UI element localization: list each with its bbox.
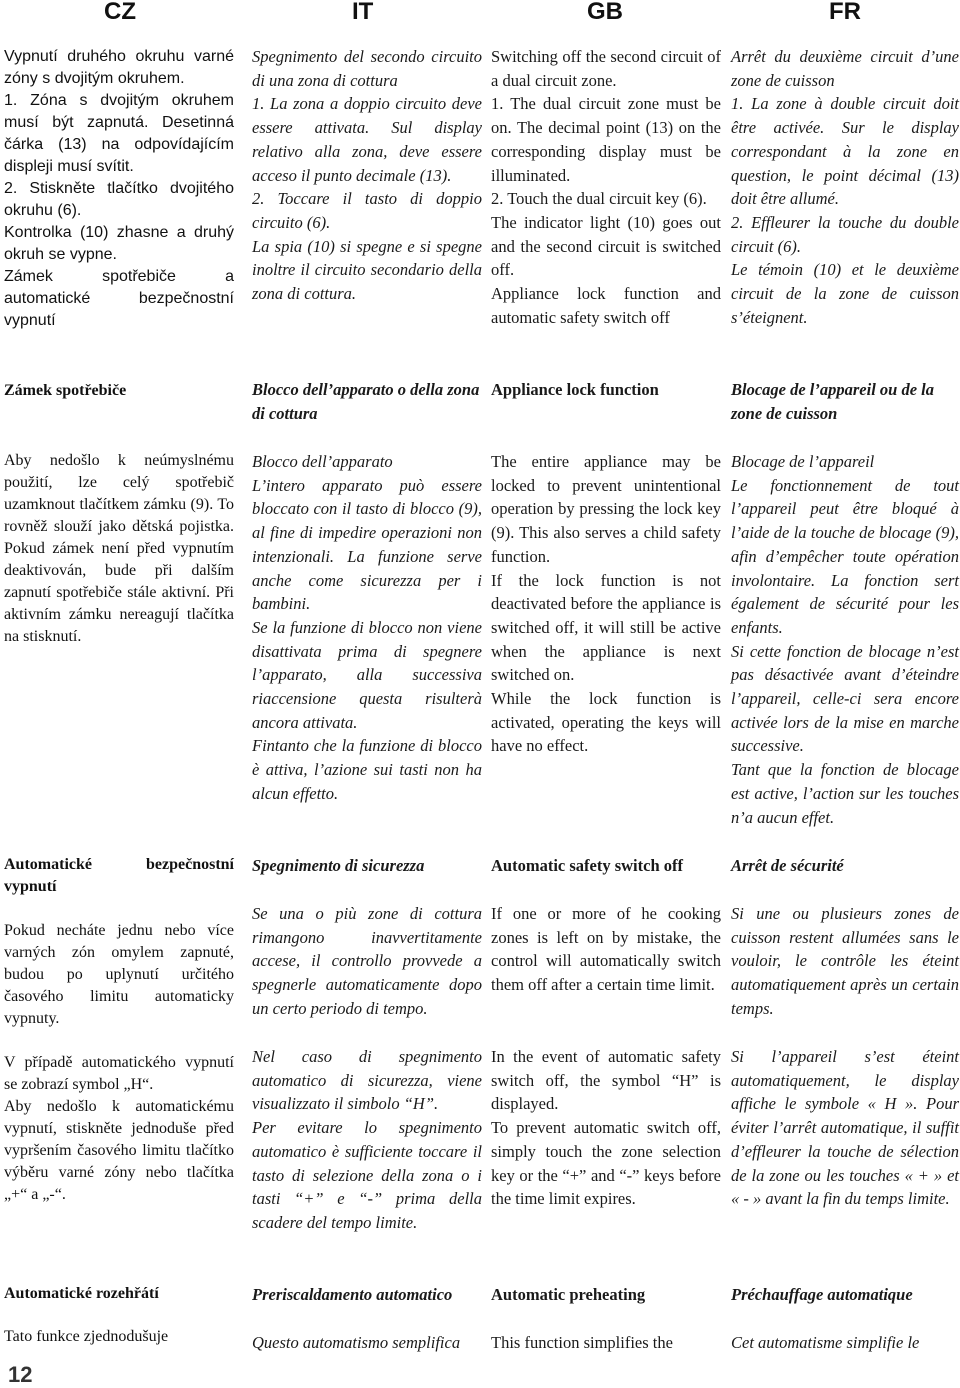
gb-preheat-text: This function simplifies the [491,1333,673,1352]
it-s1-l4: La spia (10) si spegne e si spegne inoltre il circuito secondario della zona di cottura. [252,236,482,304]
fr-safety-text-2: Si l’appareil s’est éteint automatiquement, le display affiche le symbole « H ». Pour éviter l’arrêt automatique, il suffit d’effleurer la touche de sélection de la zone ou les touches « + » et « - » avant la fin du temps limite. [731,1047,959,1209]
it-safety-p1: Nel caso di spegnimento automatico di sicurezza, viene visualizzato il simbolo “H”. [252,1047,482,1114]
fr-lock-p1: Le fonctionnement de tout l’appareil peut être bloqué à l’aide de la touche de blocage (9), afin d’empêcher toute opération involontaire. La fonction sert également de sécurité pour les enfants. [731,475,959,637]
gb-lock-p2: If the lock function is not deactivated before the appliance is switched off, it will still be active when the appliance is next switched on. [491,570,721,685]
gb-lock-p1: The entire appliance may be locked to prevent unintentional operation by pressing the lock key (9). This also serves a child safety function. [491,452,721,566]
fr-s1-l2: 1. La zone à double circuit doit être activée. Sur le display correspondant à la zone en question, le point décimal (13) doit être allumé. [731,94,959,209]
header-cz: CZ [104,0,136,25]
it-safety-text-2 [252,1045,482,1235]
fr-preheat-text: Cet automatisme simplifie le [731,1333,920,1352]
cz-second-circuit-text [4,46,234,332]
it-safety-title: Spegnimento di sicurezza [252,856,425,875]
gb-s1-l4: The indicator light (10) goes out and the second circuit is switched off. [491,212,721,280]
it-lock-p3: Fintanto che la funzione di blocco è attiva, l’azione sui tasti non ha alcun effetto. [252,736,482,803]
gb-lock-p3: While the lock function is activated, operating the keys will have no effect. [491,689,721,756]
it-s1-l1: Spegnimento del secondo circuito di una zona di cottura [252,47,482,90]
fr-lock-p2: Si cette fonction de blocage n’est pas désactivée avant d’éteindre l’appareil, celle-ci sera encore activée lors de la mise en marche successive. [731,641,959,756]
gb-lock-title: Appliance lock function [491,380,659,399]
fr-lock-title: Blocage de l’appareil ou de la zone de cuisson [731,380,935,423]
cz-safety-p1: V případě automatického vypnutí se zobrazí symbol „H“. [4,1054,234,1093]
fr-s1-l1: Arrêt du deuxième circuit d’une zone de cuisson [731,47,959,90]
cz-s1-l1: Vypnutí druhého okruhu varné zóny s dvojitým okruhem. [4,48,234,87]
it-lock-text [252,450,482,806]
gb-lock-text [491,450,721,758]
it-safety-p2: Per evitare lo spegnimento automatico è sufficiente toccare il tasto di selezione della zona o i tasti “+” e “-” prima della scadere del tempo limite. [252,1118,482,1232]
fr-lock-heading: Blocage de l’appareil [731,452,875,471]
header-gb: GB [587,0,623,25]
fr-preheat-title: Préchauffage automatique [731,1285,913,1304]
cz-safety-text-1: Pokud necháte jednu nebo více varných zón omylem zapnuté, budou po uplynutí určitého časového limitu automaticky vypnuty. [4,922,234,1027]
cz-lock-text: Aby nedošlo k neúmyslnému použití, lze celý spotřebič uzamknout tlačítkem zámku (9). To rovněž slouží jako dětská pojistka. Pokud zámek není před vypnutím deaktivován, bude při dalším zapnutí spotřebiče stále aktivní. Při aktivním zámku nereagují tlačítka na stisknutí. [4,452,234,645]
cz-s1-l5: Zámek spotřebiče a automatické bezpečnostní vypnutí [4,268,234,329]
gb-s1-l2: 1. The dual circuit zone must be on. The decimal point (13) on the corresponding display must be illuminated. [491,94,721,185]
fr-safety-text-1: Si une ou plusieurs zones de cuisson restent allumées sans le vouloir, le contrôle les éteint automatiquement après un certain temps. [731,904,959,1018]
gb-s1-l5: Appliance lock function and automatic safety switch off [491,284,721,327]
fr-second-circuit-text [731,45,959,329]
it-s1-l2: 1. La zona a doppio circuito deve essere attivata. Sul display relativo alla zona, deve essere acceso il punto decimale (13). [252,94,482,185]
cz-s1-l4: Kontrolka (10) zhasne a druhý okruh se vypne. [4,224,234,263]
page-number: 12 [8,1362,33,1387]
cz-safety-p2: Aby nedošlo k automatickému vypnutí, stiskněte jednoduše před vypršením časového limitu tlačítko výběru varné zóny nebo tlačítka „+“ a „-“. [4,1098,234,1203]
fr-s1-l3: 2. Effleurer la touche du double circuit (6). [731,212,959,256]
it-preheat-title: Preriscaldamento automatico [252,1285,453,1304]
fr-lock-p3: Tant que la fonction de blocage est active, l’action sur les touches n’a aucun effet. [731,760,959,827]
it-lock-p1: L’intero apparato può essere bloccato con il tasto di blocco (9), al fine di impedire operazioni non intenzionali. La funzione serve anche come sicurezza per i bambini. [252,475,482,614]
gb-preheat-title: Automatic preheating [491,1285,646,1304]
cz-s1-l2: 1. Zóna s dvojitým okruhem musí být zapnutá. Desetinná čárka (13) na odpovídajícím displeji musí svítit. [4,92,234,175]
gb-safety-text-1: If one or more of he cooking zones is left on by mistake, the control will automatically switch them off after a certain time limit. [491,904,721,995]
gb-safety-p2: To prevent automatic switch off, simply touch the zone selection key or the “+” and “-” keys before the time limit expires. [491,1118,721,1209]
fr-lock-text [731,450,959,829]
header-fr: FR [829,0,861,25]
cz-lock-title: Zámek spotřebiče [4,382,127,399]
gb-safety-p1: In the event of automatic safety switch off, the symbol “H” is displayed. [491,1047,721,1114]
gb-safety-text-2 [491,1045,721,1211]
gb-s1-l1: Switching off the second circuit of a dual circuit zone. [491,47,721,90]
it-s1-l3: 2. Toccare il tasto di doppio circuito (6). [252,189,482,232]
it-second-circuit-text [252,45,482,306]
cz-preheat-title: Automatické rozehřátí [4,1285,159,1302]
cz-safety-title: Automatické bezpečnostní vypnutí [4,856,234,895]
cz-s1-l3: 2. Stiskněte tlačítko dvojitého okruhu (6). [4,180,234,219]
gb-s1-l3: 2. Touch the dual circuit key (6). [491,189,707,209]
header-it: IT [352,0,374,25]
it-preheat-text: Questo automatismo semplifica [252,1333,461,1352]
cz-preheat-text: Tato funkce zjednodušuje [4,1328,169,1345]
fr-safety-title: Arrêt de sécurité [731,856,844,875]
it-lock-heading: Blocco dell’apparato [252,452,393,471]
it-lock-p2: Se la funzione di blocco non viene disattivata prima di spegnere l’apparato, alla successiva riaccensione questa risulterà ancora attivata. [252,617,482,732]
cz-safety-text-2 [4,1052,234,1206]
fr-s1-l4: Le témoin (10) et le deuxième circuit de la zone de cuisson s’éteignent. [731,260,959,327]
it-safety-text-1: Se una o più zone di cottura rimangono inavvertitamente accese, il controllo provvede a spegnerle automaticamente dopo un certo periodo di tempo. [252,904,482,1018]
it-lock-title: Blocco dell’apparato o della zona di cottura [252,380,480,423]
gb-second-circuit-text [491,45,721,329]
gb-safety-title: Automatic safety switch off [491,856,683,875]
